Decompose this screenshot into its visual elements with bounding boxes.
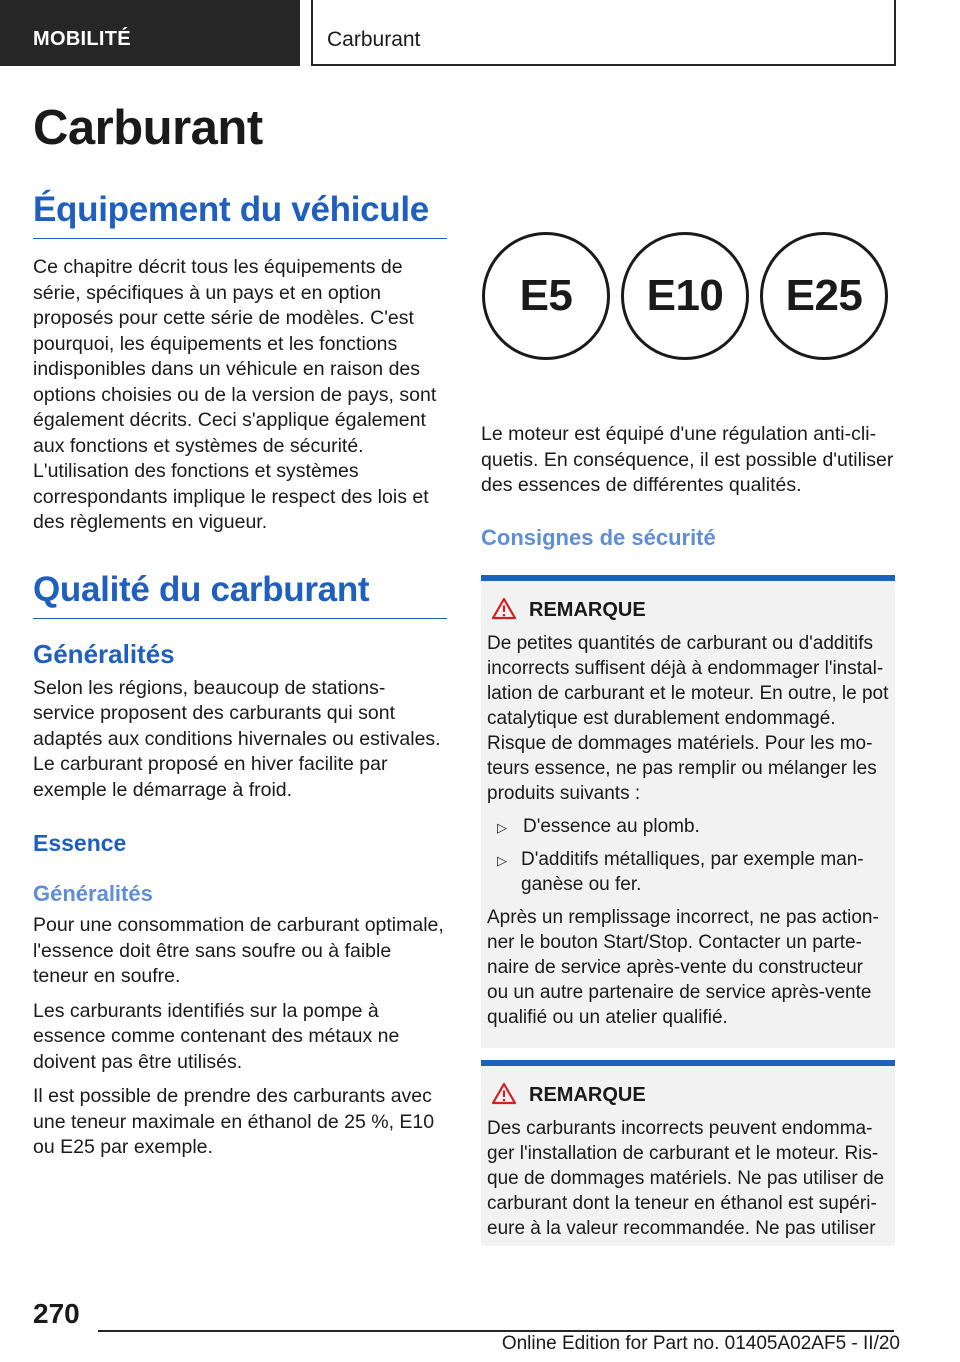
fuel-badge-e5: E5 xyxy=(482,232,610,360)
fuel-badges xyxy=(482,232,895,360)
warning-triangle-icon xyxy=(491,1082,517,1110)
general-text: Selon les régions, beaucoup de stations-service proposent des carburants qui sont adaptés aux conditions hivernales ou estivales. Le carburant proposé en hiver facilite par exemple le démarrage à froid. xyxy=(33,676,441,801)
quality-heading: Qualité du carburant xyxy=(33,570,447,619)
general-heading: Généralités xyxy=(33,638,175,669)
notice-title-2: REMARQUE xyxy=(529,1084,646,1106)
list-item-text: D'additifs métalliques, par exemple manganèse ou fer. xyxy=(521,848,864,895)
left-column xyxy=(33,190,447,1161)
page-header xyxy=(0,0,960,66)
page-title: Carburant xyxy=(33,101,263,155)
list-item xyxy=(487,847,889,897)
equipment-heading: Équipement du véhicule xyxy=(33,190,447,239)
essence-paragraph-1: Pour une consommation de carburant optimale, l'essence doit être sans soufre ou à faible teneur en soufre. xyxy=(33,914,444,987)
notice-title-1: REMARQUE xyxy=(529,599,646,621)
essence-paragraph-2: Les carburants identifiés sur la pompe à essence comme contenant des métaux ne doivent pas être utilisés. xyxy=(33,999,400,1073)
essence-general-heading: Généralités xyxy=(33,881,153,906)
safety-heading: Consignes de sécurité xyxy=(481,524,716,550)
page-number: 270 xyxy=(33,1298,80,1329)
list-item-text: D'essence au plomb. xyxy=(523,815,700,837)
notice-after-text-1: Après un remplissage incorrect, ne pas actionner le bouton Start/Stop. Contacter un partenaire de service après-vente du constructeur ou un autre partenaire de service après-vente qualifié ou un atelier qualifié. xyxy=(487,906,879,1028)
essence-paragraph-3: Il est possible de prendre des carburants avec une teneur maximale en éthanol de 25 %, E10 ou E25 par exemple. xyxy=(33,1085,435,1158)
notice-box-1 xyxy=(481,575,895,1048)
list-item xyxy=(487,814,889,839)
engine-text: Le moteur est équipé d'une régulation anti-cliquetis. En conséquence, il est possible d'utiliser des essences de différentes qualités. xyxy=(481,423,894,496)
right-column xyxy=(481,232,895,1246)
notice-header-1 xyxy=(491,597,889,625)
notice-box-2 xyxy=(481,1060,895,1246)
fuel-badge-e25: E25 xyxy=(760,232,888,360)
notice-text-2: Des carburants incorrects peuvent endommager l'installation de carburant et le moteur. Risque de dommages matériels. Ne pas utiliser de carburant dont la teneur en éthanol est supérieure à la valeur recommandée. Ne pas utiliser xyxy=(487,1117,885,1239)
notice-text-1: De petites quantités de carburant ou d'additifs incorrects suffisent déjà à endommager l'installation de carburant et le moteur. En outre, le pot catalytique est durablement endommagé. Risque de dommages matériels. Pour les moteurs essence, ne pas remplir ou mélanger les produits suivants : xyxy=(487,632,889,804)
warning-triangle-icon xyxy=(491,597,517,625)
triangle-right-icon: ▷ xyxy=(497,852,507,868)
footer-edition: Online Edition for Part no. 01405A02AF5 - II/20 xyxy=(501,1333,900,1354)
fuel-badge-e10: E10 xyxy=(621,232,749,360)
equipment-text: Ce chapitre décrit tous les équipements de série, spécifiques à un pays et en option proposés pour cette série de modèles. C'est pourquoi, les équipements et les fonctions indisponibles dans un véhicule en raison des options choisies ou de la version de pays, sont également décrits. Ceci s'applique également aux fonctions et systèmes de sécurité. L'utilisation des fonctions et systèmes correspondants implique le respect des lois et des règlements en vigueur. xyxy=(33,256,437,533)
notice-header-2 xyxy=(491,1082,889,1110)
chapter-tab: Carburant xyxy=(311,0,896,66)
triangle-right-icon: ▷ xyxy=(497,819,507,835)
section-tab: MOBILITÉ xyxy=(0,0,300,66)
footer-divider xyxy=(98,1330,894,1332)
essence-heading: Essence xyxy=(33,830,127,856)
